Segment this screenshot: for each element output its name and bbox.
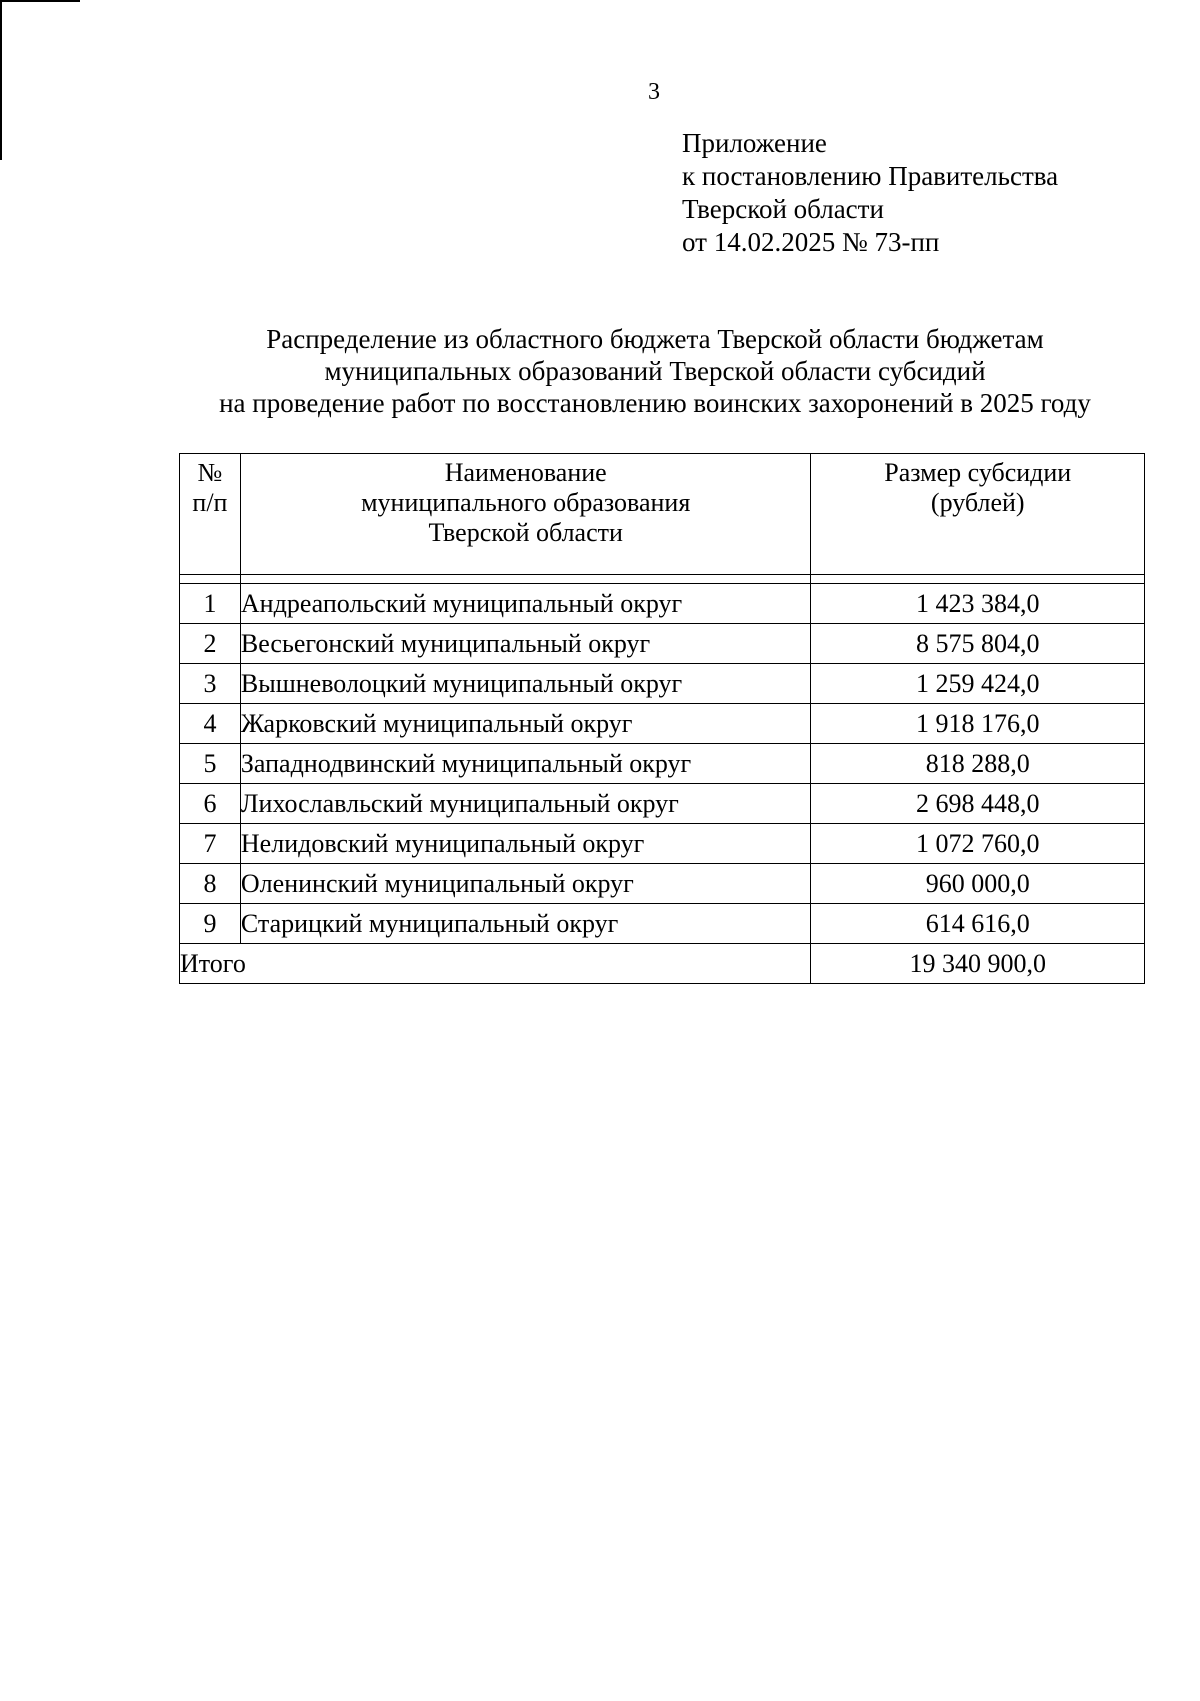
- row-amount: 8 575 804,0: [811, 624, 1145, 664]
- header-municipality-line-1: Наименование: [444, 458, 607, 487]
- table-row: [180, 784, 1145, 824]
- row-amount: 1 423 384,0: [811, 584, 1145, 624]
- table-row: [180, 904, 1145, 944]
- title-line-1: Распределение из областного бюджета Тверской области бюджетам: [266, 324, 1044, 354]
- row-amount: 614 616,0: [811, 904, 1145, 944]
- row-number: 7: [180, 824, 241, 864]
- total-amount: 19 340 900,0: [811, 944, 1145, 984]
- row-amount: 1 918 176,0: [811, 704, 1145, 744]
- appendix-line-2: к постановлению Правительства: [682, 161, 1059, 191]
- row-amount: 2 698 448,0: [811, 784, 1145, 824]
- row-number: 3: [180, 664, 241, 704]
- row-number: 6: [180, 784, 241, 824]
- table-row: [180, 704, 1145, 744]
- table-total-row: [180, 944, 1145, 984]
- row-number: 4: [180, 704, 241, 744]
- document-title: [150, 323, 1160, 419]
- row-amount: 818 288,0: [811, 744, 1145, 784]
- row-municipality: Нелидовский муниципальный округ: [240, 824, 811, 864]
- table-row: [180, 744, 1145, 784]
- header-municipality: [240, 454, 811, 575]
- table-row: [180, 864, 1145, 904]
- table-row: [180, 624, 1145, 664]
- row-municipality: Вышневолоцкий муниципальный округ: [240, 664, 811, 704]
- header-municipality-line-3: Тверской области: [428, 518, 623, 547]
- row-municipality: Оленинский муниципальный округ: [240, 864, 811, 904]
- subsidy-table: [179, 453, 1145, 984]
- title-line-2: муниципальных образований Тверской области субсидий: [324, 356, 986, 386]
- appendix-line-1: Приложение: [682, 128, 827, 158]
- table-header-row: [180, 454, 1145, 575]
- row-municipality: Весьегонский муниципальный округ: [240, 624, 811, 664]
- spacer-cell: [240, 575, 811, 584]
- table-spacer-row: [180, 575, 1145, 584]
- appendix-line-4: от 14.02.2025 № 73-пп: [682, 227, 940, 257]
- scan-edge-mark-top: [0, 0, 80, 2]
- appendix-line-3: Тверской области: [682, 194, 884, 224]
- header-amount-line-2: (рублей): [930, 488, 1025, 517]
- row-municipality: Жарковский муниципальный округ: [240, 704, 811, 744]
- header-amount: [811, 454, 1145, 575]
- row-municipality: Андреапольский муниципальный округ: [240, 584, 811, 624]
- row-amount: 1 072 760,0: [811, 824, 1145, 864]
- table-row: [180, 584, 1145, 624]
- row-municipality: Лихославльский муниципальный округ: [240, 784, 811, 824]
- spacer-cell: [180, 575, 241, 584]
- row-amount: 1 259 424,0: [811, 664, 1145, 704]
- appendix-block: [682, 127, 1058, 259]
- row-number: 8: [180, 864, 241, 904]
- row-municipality: Старицкий муниципальный округ: [240, 904, 811, 944]
- title-line-3: на проведение работ по восстановлению воинских захоронений в 2025 году: [219, 388, 1091, 418]
- row-number: 1: [180, 584, 241, 624]
- table-row: [180, 664, 1145, 704]
- row-number: 5: [180, 744, 241, 784]
- header-municipality-line-2: муниципального образования: [361, 488, 691, 517]
- row-number: 9: [180, 904, 241, 944]
- total-label: Итого: [180, 944, 811, 984]
- spacer-cell: [811, 575, 1145, 584]
- row-number: 2: [180, 624, 241, 664]
- page-number: 3: [648, 79, 660, 105]
- header-number-line-1: №: [197, 458, 223, 487]
- header-number: [180, 454, 241, 575]
- header-amount-line-1: Размер субсидии: [884, 458, 1072, 487]
- row-amount: 960 000,0: [811, 864, 1145, 904]
- table-row: [180, 824, 1145, 864]
- row-municipality: Западнодвинский муниципальный округ: [240, 744, 811, 784]
- header-number-line-2: п/п: [192, 488, 228, 517]
